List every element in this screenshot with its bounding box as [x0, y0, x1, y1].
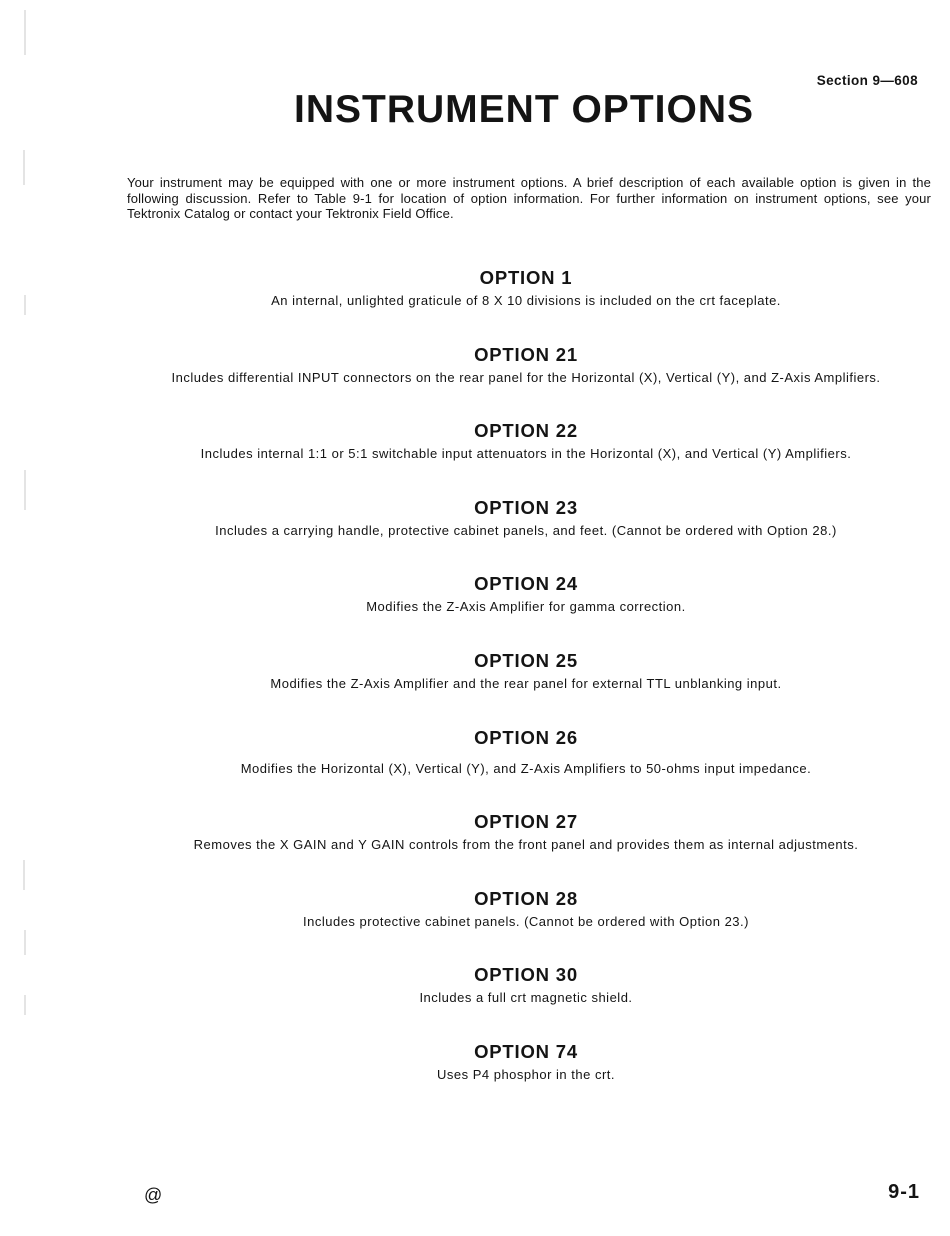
option-title: OPTION 25 — [474, 649, 578, 671]
option-description: An internal, unlighted graticule of 8 X 10 divisions is included on the crt faceplate. — [271, 293, 781, 308]
option-entry-26 — [0, 726, 950, 803]
option-title: OPTION 74 — [474, 1040, 578, 1062]
option-description: Includes a carrying handle, protective cabinet panels, and feet. (Cannot be ordered with Option 28.) — [215, 522, 837, 538]
option-description: Uses P4 phosphor in the crt. — [436, 1066, 616, 1082]
option-title: OPTION 30 — [474, 964, 578, 986]
page-title: INSTRUMENT OPTIONS — [293, 88, 754, 131]
option-entry-23 — [0, 496, 950, 573]
option-entry-22 — [0, 419, 950, 496]
option-title: OPTION 26 — [474, 726, 578, 748]
option-entry-27 — [0, 810, 950, 887]
option-description: Includes protective cabinet panels. (Cannot be ordered with Option 23.) — [303, 913, 749, 929]
option-title: OPTION 1 — [479, 267, 573, 288]
intro-paragraph: Your instrument may be equipped with one or more instrument options. A brief description of each available option is given in the following discussion. Refer to Table 9-1 for location of option information. For further information on instrument options, see your Tektronix Catalog or contact your Tektronix Field Office. — [127, 175, 931, 221]
footer-symbol: @ — [144, 1185, 163, 1205]
option-title: OPTION 28 — [474, 887, 578, 909]
option-entry-25 — [0, 649, 950, 726]
option-title: OPTION 24 — [474, 573, 578, 595]
option-description: Modifies the Z-Axis Amplifier and the rear panel for external TTL unblanking input. — [270, 675, 782, 691]
option-title: OPTION 23 — [474, 496, 578, 518]
page-number: 9-1 — [888, 1181, 920, 1203]
option-description: Modifies the Z-Axis Amplifier for gamma correction. — [366, 599, 686, 615]
option-description: Removes the X GAIN and Y GAIN controls from the front panel and provides them as internal adjustments. — [193, 837, 859, 853]
scan-margin-marks — [0, 0, 40, 1236]
option-title: OPTION 22 — [474, 420, 578, 442]
option-title: OPTION 21 — [474, 343, 578, 365]
option-entry-28 — [0, 887, 950, 964]
option-entry-24 — [0, 572, 950, 649]
option-description: Includes a full crt magnetic shield. — [419, 990, 633, 1006]
option-description: Modifies the Horizontal (X), Vertical (Y), and Z-Axis Amplifiers to 50-ohms input impedance. — [240, 760, 812, 776]
option-entry-74 — [0, 1040, 950, 1117]
option-entry-21 — [0, 343, 950, 420]
option-description: Includes differential INPUT connectors on the rear panel for the Horizontal (X), Vertical (Y), and Z-Axis Amplifiers. — [171, 369, 881, 385]
options-list — [0, 266, 950, 1117]
option-entry-1 — [0, 266, 950, 343]
section-label: Section 9—608 — [816, 73, 918, 88]
option-description: Includes internal 1:1 or 5:1 switchable input attenuators in the Horizontal (X), and Vertical (Y) Amplifiers. — [200, 446, 852, 462]
option-title: OPTION 27 — [474, 811, 578, 833]
option-entry-30 — [0, 963, 950, 1040]
